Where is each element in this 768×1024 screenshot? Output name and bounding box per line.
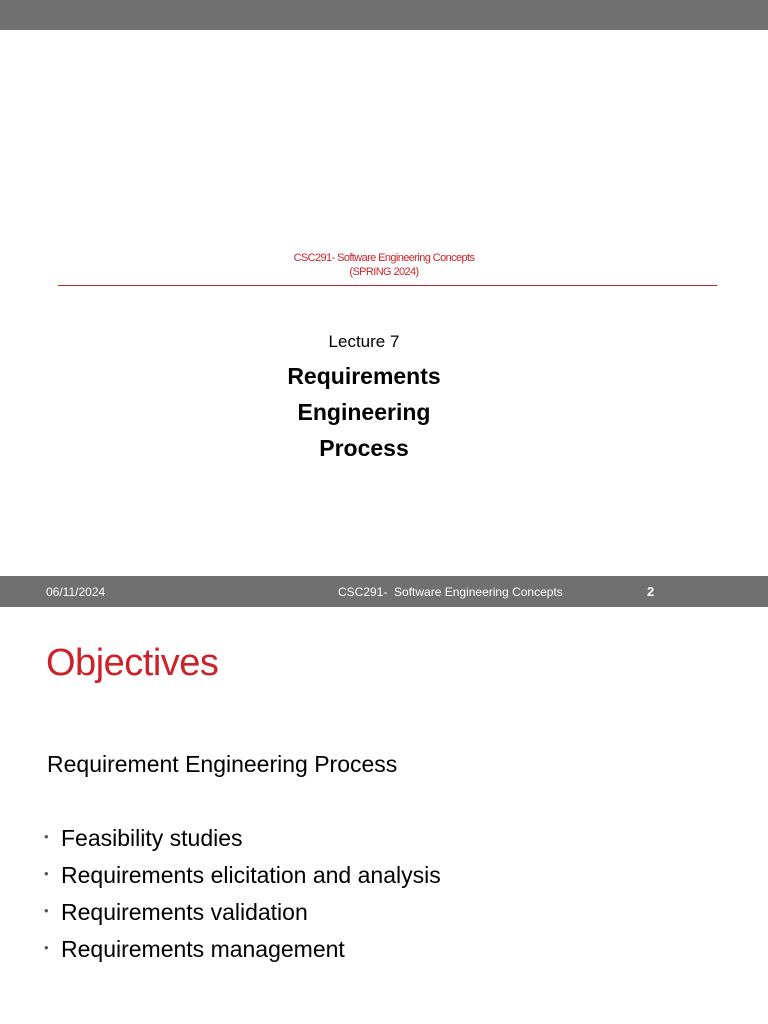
list-item <box>44 819 441 856</box>
footer-page-number: 2 <box>647 584 655 599</box>
course-title-line: CSC291- Software Engineering Concepts <box>293 252 475 264</box>
list-item <box>44 893 441 930</box>
top-footer-bar <box>0 0 768 30</box>
list-item-text: Requirements management <box>61 936 345 962</box>
footer-date: 06/11/2024 <box>46 585 106 599</box>
bullet-icon: • <box>44 940 49 955</box>
footer-course: CSC291- Software Engineering Concepts <box>338 585 563 599</box>
header-divider <box>58 285 717 286</box>
bullet-icon: • <box>44 866 49 881</box>
objectives-list <box>44 819 441 967</box>
list-item <box>44 856 441 893</box>
objectives-heading: Objectives <box>46 642 219 684</box>
list-item-text: Requirements validation <box>61 899 308 925</box>
section-lead: Requirement Engineering Process <box>47 751 398 777</box>
title-line: Engineering <box>297 399 431 425</box>
lecture-label: Lecture 7 <box>328 332 400 351</box>
course-header <box>0 251 768 279</box>
title-line: Requirements <box>287 363 441 389</box>
list-item-text: Requirements elicitation and analysis <box>61 862 441 888</box>
course-term-line: (SPRING 2024) <box>349 266 419 278</box>
bullet-icon: • <box>44 903 49 918</box>
lecture-title <box>0 358 728 466</box>
slide-footer-bar <box>0 576 768 607</box>
bullet-icon: • <box>44 829 49 844</box>
list-item <box>44 930 441 967</box>
title-line: Process <box>319 435 409 461</box>
list-item-text: Feasibility studies <box>61 825 243 851</box>
